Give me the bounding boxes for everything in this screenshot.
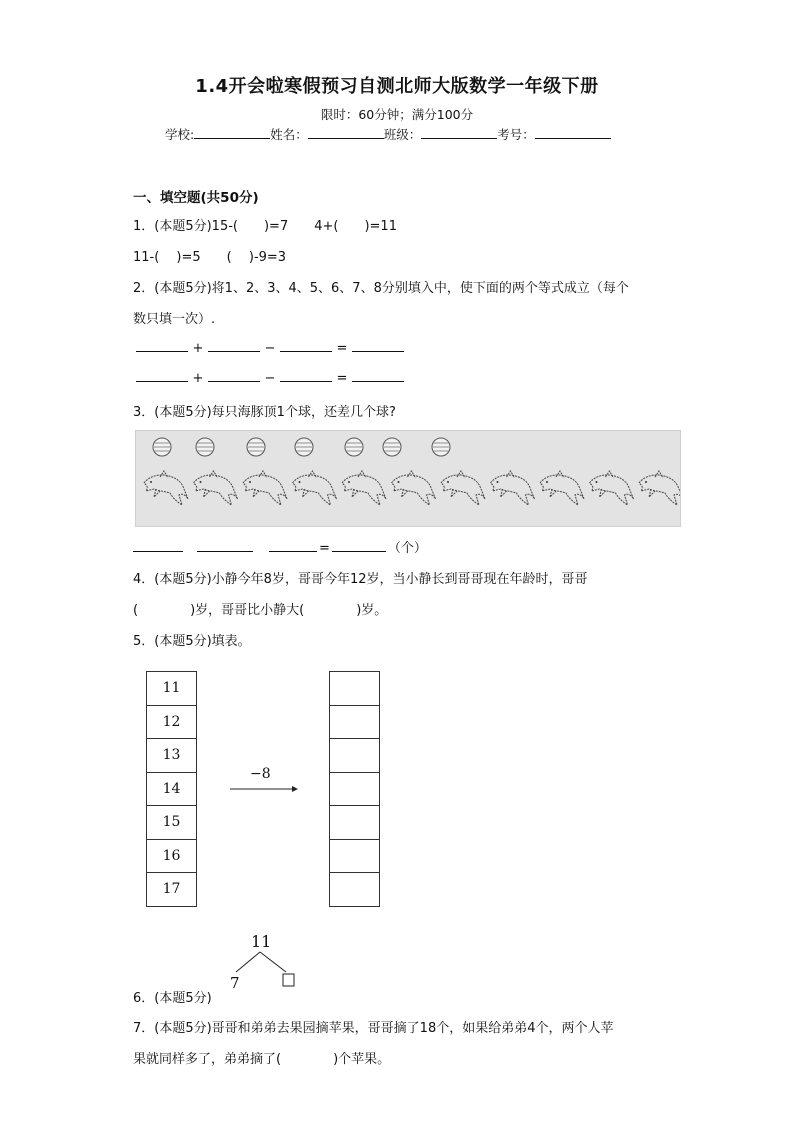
- answer-blank[interactable]: [352, 369, 404, 382]
- answer-blank[interactable]: [197, 539, 253, 552]
- dolphin-icon: [243, 471, 287, 505]
- dolphin-illustration: [136, 431, 680, 526]
- answer-cell[interactable]: [330, 873, 380, 907]
- answer-table: [329, 671, 380, 907]
- school-field[interactable]: [194, 124, 270, 139]
- dolphin-icon: [392, 471, 436, 505]
- school-label: 学校:: [165, 127, 195, 142]
- page-title: 1.4开会啦寒假预习自测北师大版数学一年级下册: [195, 76, 599, 97]
- ball-icon: [383, 438, 401, 456]
- number-bond-left: 7: [230, 974, 240, 992]
- question-1-line-1: 1．(本题5分)15-( )=7 4+( )=11: [133, 219, 397, 234]
- answer-blank[interactable]: [269, 539, 317, 552]
- student-info-row: [165, 124, 611, 143]
- answer-cell[interactable]: [330, 739, 380, 773]
- name-field[interactable]: [308, 124, 384, 139]
- answer-cell[interactable]: [330, 672, 380, 706]
- number-label: 考号：: [497, 127, 535, 142]
- ball-icon: [432, 438, 450, 456]
- ball-icon: [295, 438, 313, 456]
- arrow-icon: [228, 782, 300, 796]
- dolphin-icon: [293, 471, 337, 505]
- ball-icon: [196, 438, 214, 456]
- minus-sign: −: [264, 341, 276, 356]
- table-cell: 13: [147, 739, 197, 773]
- unit-label: （个）: [387, 541, 427, 556]
- equals-sign: =: [336, 341, 348, 356]
- answer-blank[interactable]: [136, 369, 188, 382]
- question-3-text: 3．(本题5分)每只海豚顶1个球，还差几个球?: [133, 405, 396, 420]
- input-number-table: [146, 671, 197, 907]
- answer-cell[interactable]: [330, 705, 380, 739]
- number-bond-lines: [230, 950, 300, 990]
- answer-cell[interactable]: [330, 839, 380, 873]
- answer-blank[interactable]: [352, 339, 404, 352]
- answer-cell[interactable]: [330, 772, 380, 806]
- answer-blank[interactable]: [208, 339, 260, 352]
- equation-row-1: [133, 339, 407, 356]
- table-cell: 11: [147, 672, 197, 706]
- minus-sign: −: [264, 371, 276, 386]
- equals-sign: =: [319, 541, 330, 556]
- question-7-line-2: 果就同样多了，弟弟摘了( )个苹果。: [133, 1052, 391, 1067]
- class-label: 班级：: [383, 127, 422, 142]
- answer-blank[interactable]: [332, 539, 386, 552]
- answer-blank[interactable]: [208, 369, 260, 382]
- answer-blank[interactable]: [280, 369, 332, 382]
- question-3-answer-row: [133, 537, 427, 556]
- question-7-line-1: 7．(本题5分)哥哥和弟弟去果园摘苹果，哥哥摘了18个，如果给弟弟4个，两个人苹: [133, 1021, 614, 1036]
- table-cell: 14: [147, 772, 197, 806]
- table-cell: 16: [147, 839, 197, 873]
- number-bond-top: 11: [251, 932, 272, 951]
- number-field[interactable]: [535, 124, 611, 139]
- table-cell: 12: [147, 705, 197, 739]
- question-2-line-2: 数只填一次）.: [133, 312, 216, 327]
- ball-icon: [247, 438, 265, 456]
- question-5-text: 5．(本题5分)填表。: [133, 634, 251, 649]
- table-cell: 17: [147, 873, 197, 907]
- dolphin-icon: [491, 471, 535, 505]
- dolphin-icon: [590, 471, 634, 505]
- question-6-text: 6．(本题5分): [133, 991, 212, 1006]
- dolphin-icon: [194, 471, 238, 505]
- class-field[interactable]: [421, 124, 497, 139]
- exam-time-info: 限时：60分钟；满分100分: [320, 107, 474, 122]
- equals-sign: =: [336, 371, 348, 386]
- dolphin-icon: [342, 471, 386, 505]
- answer-blank[interactable]: [280, 339, 332, 352]
- question-1-line-2: 11-( )=5 ( )-9=3: [133, 250, 287, 265]
- answer-blank[interactable]: [136, 339, 188, 352]
- dolphin-icon: [639, 471, 680, 505]
- dolphin-icon: [441, 471, 485, 505]
- question-2-line-1: 2．(本题5分)将1、2、3、4、5、6、7、8分别填入中，使下面的两个等式成立（每个: [133, 281, 629, 296]
- ball-icon: [345, 438, 363, 456]
- dolphin-ball-picture: [135, 430, 681, 527]
- plus-sign: +: [192, 371, 204, 386]
- operation-label: −8: [250, 766, 271, 782]
- ball-icon: [153, 438, 171, 456]
- name-label: 姓名：: [270, 127, 308, 142]
- question-4-line-2: ( )岁，哥哥比小静大( )岁。: [133, 603, 388, 618]
- answer-cell[interactable]: [330, 806, 380, 840]
- plus-sign: +: [192, 341, 204, 356]
- table-cell: 15: [147, 806, 197, 840]
- dolphin-icon: [540, 471, 584, 505]
- dolphin-icon: [144, 471, 188, 505]
- question-4-line-1: 4．(本题5分)小静今年8岁，哥哥今年12岁，当小静长到哥哥现在年龄时，哥哥: [133, 572, 588, 587]
- section-heading: 一、填空题(共50分): [133, 190, 259, 206]
- answer-blank[interactable]: [133, 539, 183, 552]
- equation-row-2: [133, 369, 407, 386]
